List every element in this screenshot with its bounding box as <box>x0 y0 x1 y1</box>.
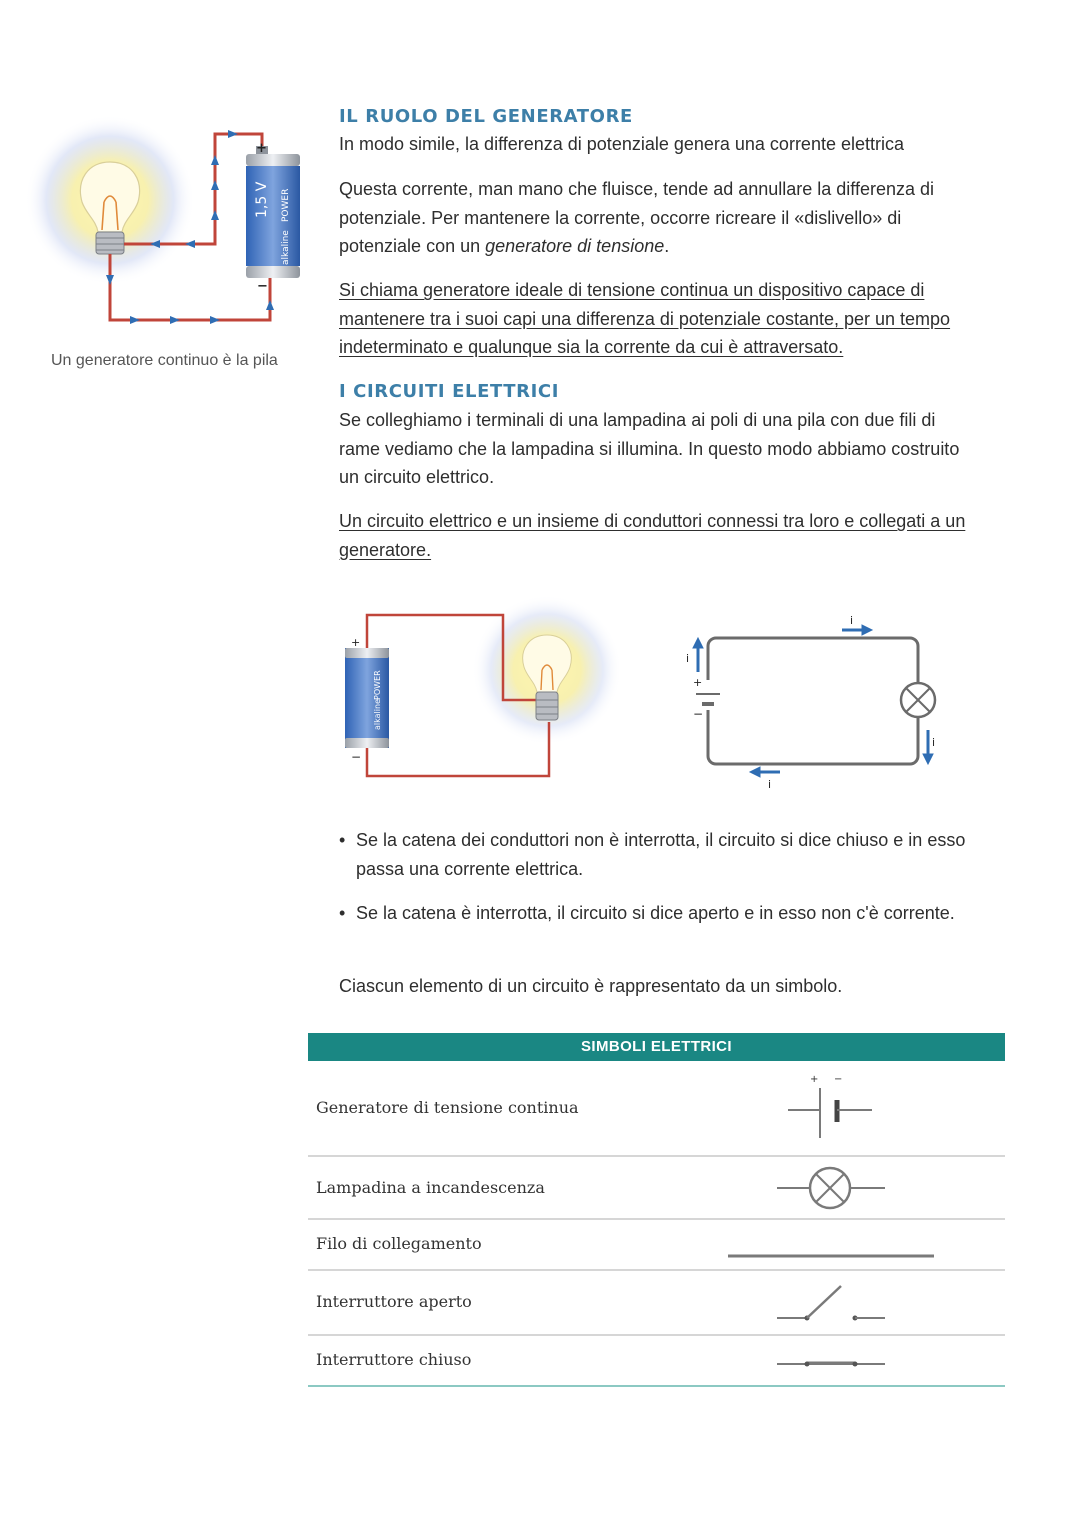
illustration-caption: Un generatore continuo è la pila <box>51 352 278 369</box>
paragraph: In modo simile, la differenza di potenziale genera una corrente elettrica <box>339 134 904 154</box>
battery-voltage-label: 1,5 V <box>254 181 270 218</box>
table-row-label: Generatore di tensione continua <box>316 1098 579 1117</box>
dc-source-symbol <box>780 1070 880 1142</box>
svg-text:alkaline: alkaline <box>281 230 291 265</box>
paragraph: Se colleghiamo i terminali di una lampadina ai poli di una pila con due fili di rame vediamo che la lampadina si illumina. In questo modo abbiamo costruito un circuito elettrico. <box>339 410 960 487</box>
svg-text:POWER: POWER <box>373 670 382 700</box>
svg-text:+: + <box>810 1074 819 1085</box>
table-row-label: Filo di collegamento <box>316 1234 482 1253</box>
svg-text:+: + <box>351 636 361 649</box>
svg-text:−: − <box>834 1074 843 1085</box>
table-title: SIMBOLI ELETTRICI <box>308 1033 1005 1061</box>
list-item: • Se la catena è interrotta, il circuito si dice aperto e in esso non c'è corrente. <box>339 903 955 923</box>
section-heading-circuits: I CIRCUITI ELETTRICI <box>339 381 559 402</box>
svg-text:i: i <box>768 778 772 791</box>
lamp-symbol <box>775 1164 890 1212</box>
definition-paragraph: Un circuito elettrico e un insieme di conduttori connessi tra loro e collegati a un generatore. <box>339 511 966 560</box>
svg-text:+: + <box>693 676 703 689</box>
table-row-label: Interruttore aperto <box>316 1292 472 1311</box>
wire-symbol <box>728 1246 934 1252</box>
section-heading-generator: IL RUOLO DEL GENERATORE <box>339 106 633 127</box>
svg-text:POWER: POWER <box>281 188 291 222</box>
paragraph: Ciascun elemento di un circuito è rappresentato da un simbolo. <box>339 976 843 996</box>
svg-text:−: − <box>693 707 704 721</box>
table-divider <box>308 1218 1005 1220</box>
emphasis-text: generatore di tensione <box>485 236 665 256</box>
table-divider <box>308 1334 1005 1336</box>
svg-text:i: i <box>932 736 936 749</box>
table-row-label: Lampadina a incandescenza <box>316 1178 545 1197</box>
open-switch-symbol <box>775 1282 890 1326</box>
svg-text:i: i <box>686 652 690 665</box>
paragraph: Questa corrente, man mano che fluisce, tende ad annullare la differenza di potenziale. Per mantenere la corrente, occorre ricreare il «dislivello» di potenziale con un generatore di tensione. <box>339 179 935 256</box>
svg-text:alkaline: alkaline <box>373 699 382 730</box>
table-row-label: Interruttore chiuso <box>316 1350 472 1369</box>
table-bottom-border <box>308 1385 1005 1387</box>
list-item: • Se la catena dei conduttori non è interrotta, il circuito si dice chiuso e in esso passa una corrente elettrica. <box>339 830 966 879</box>
closed-switch-symbol <box>775 1356 890 1372</box>
definition-paragraph: Si chiama generatore ideale di tensione continua un dispositivo capace di mantenere tra i suoi capi una differenza di potenziale costante, per un tempo indeterminato e qualunque sia la corrente da cui è attraversato. <box>339 280 951 357</box>
svg-text:−: − <box>257 279 268 294</box>
circuit-schematic <box>680 610 950 800</box>
table-divider <box>308 1155 1005 1157</box>
svg-text:i: i <box>850 614 854 627</box>
svg-text:−: − <box>351 750 362 764</box>
table-divider <box>308 1269 1005 1271</box>
circuit-photo-illustration <box>335 590 635 790</box>
svg-text:+: + <box>256 141 267 156</box>
generator-illustration <box>20 110 320 350</box>
